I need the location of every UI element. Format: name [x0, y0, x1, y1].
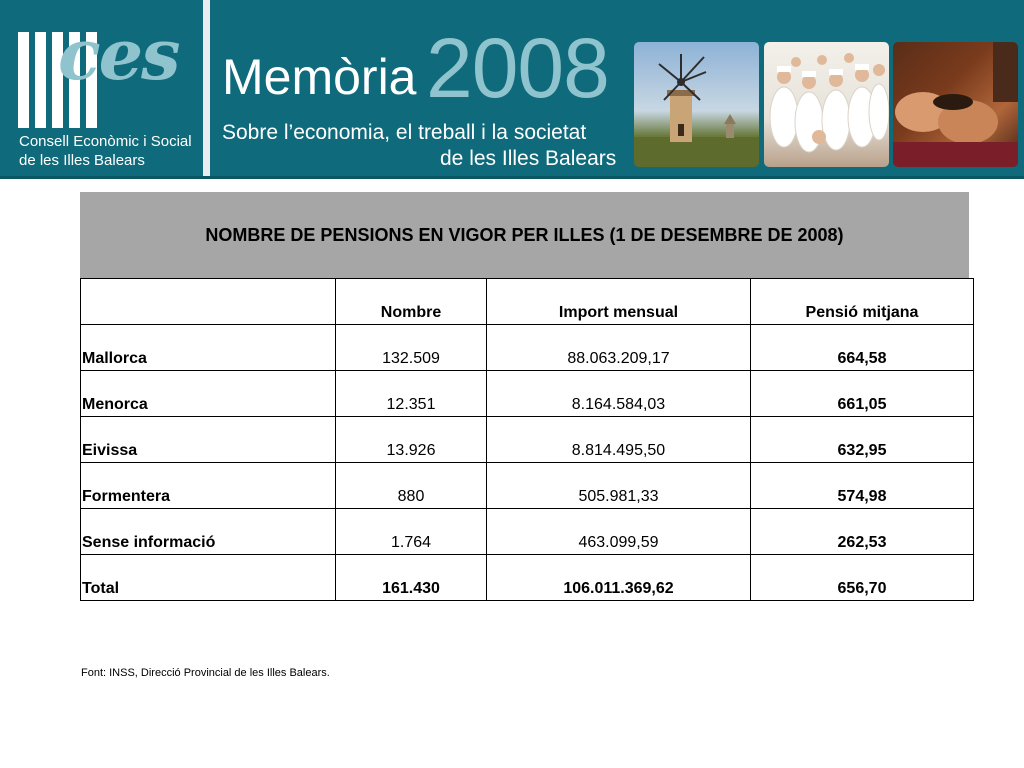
cell-island: Menorca — [81, 371, 336, 417]
craft-hands-photo — [893, 42, 1018, 167]
cell-import: 88.063.209,17 — [487, 325, 751, 371]
table-header-row — [81, 279, 974, 325]
logo-line-1: Consell Econòmic i Social — [19, 133, 192, 150]
subtitle-line-2: de les Illes Balears — [440, 147, 617, 170]
cell-island: Formentera — [81, 463, 336, 509]
cell-island: Eivissa — [81, 417, 336, 463]
cell-pensio: 574,98 — [751, 463, 974, 509]
memoria-title: Memòria — [222, 49, 417, 105]
banner-bottom-line — [0, 176, 1024, 179]
header-import: Import mensual — [487, 279, 751, 325]
cell-nombre: 161.430 — [336, 555, 487, 601]
cell-pensio: 664,58 — [751, 325, 974, 371]
cell-import: 106.011.369,62 — [487, 555, 751, 601]
cell-import: 463.099,59 — [487, 509, 751, 555]
table-row — [81, 509, 974, 555]
cell-nombre: 13.926 — [336, 417, 487, 463]
cell-nombre: 132.509 — [336, 325, 487, 371]
table-row — [81, 325, 974, 371]
table-row — [81, 371, 974, 417]
header-banner — [0, 0, 1024, 179]
windmill-photo — [634, 42, 759, 167]
cell-import: 8.814.495,50 — [487, 417, 751, 463]
header-nombre: Nombre — [336, 279, 487, 325]
logo-ces-text: ces — [58, 13, 179, 96]
bakers-group-photo — [764, 42, 889, 167]
cell-island: Mallorca — [81, 325, 336, 371]
subtitle-line-1: Sobre l’economia, el treball i la societat — [222, 121, 587, 144]
cell-pensio: 661,05 — [751, 371, 974, 417]
cell-import: 8.164.584,03 — [487, 371, 751, 417]
table-row — [81, 417, 974, 463]
logo-line-2: de les Illes Balears — [19, 152, 145, 169]
cell-import: 505.981,33 — [487, 463, 751, 509]
cell-island: Total — [81, 555, 336, 601]
cell-pensio: 262,53 — [751, 509, 974, 555]
cell-nombre: 12.351 — [336, 371, 487, 417]
pensions-table — [80, 192, 969, 601]
table-title: NOMBRE DE PENSIONS EN VIGOR PER ILLES (1 DE DESEMBRE DE 2008) — [80, 192, 969, 278]
header-island — [81, 279, 336, 325]
cell-island: Sense informació — [81, 509, 336, 555]
banner-divider — [203, 0, 210, 179]
header-pensio: Pensió mitjana — [751, 279, 974, 325]
table-row — [81, 463, 974, 509]
cell-nombre: 1.764 — [336, 509, 487, 555]
memoria-year: 2008 — [426, 21, 609, 115]
cell-pensio: 632,95 — [751, 417, 974, 463]
source-footnote: Font: INSS, Direcció Provincial de les Illes Balears. — [81, 667, 330, 679]
table-total-row — [81, 555, 974, 601]
cell-pensio: 656,70 — [751, 555, 974, 601]
cell-nombre: 880 — [336, 463, 487, 509]
pensions-data-table — [80, 278, 974, 601]
ces-logo — [0, 0, 203, 179]
